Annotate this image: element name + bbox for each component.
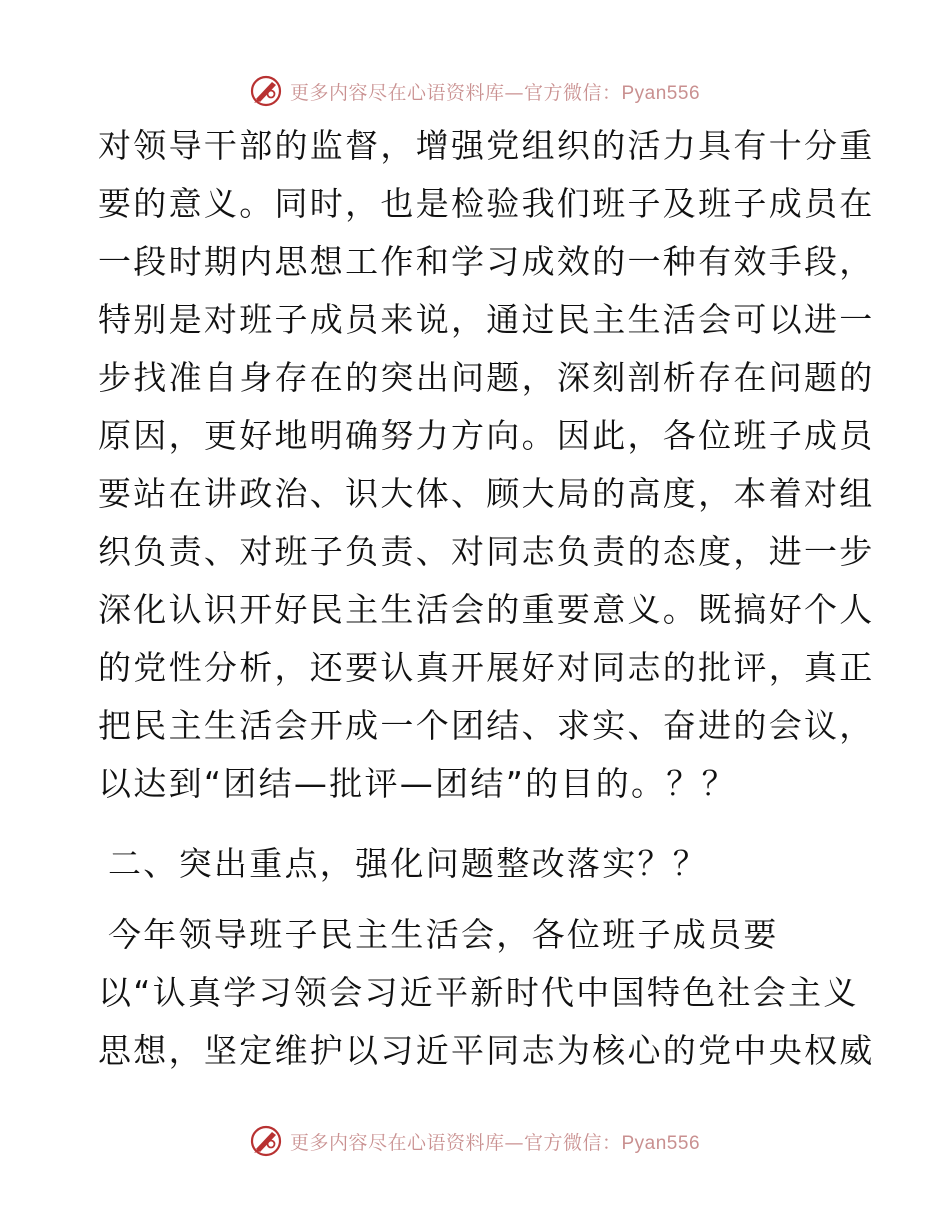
body-line: 步找准自身存在的突出问题，深刻剖析存在问题的: [98, 358, 875, 397]
banner-slogan: 更多内容尽在心语资料库—官方微信：: [289, 81, 622, 104]
body-line: 思想，坚定维护以习近平同志为核心的党中央权威: [98, 1031, 875, 1070]
body-line: 以达到“团结—批评—团结”的目的。？？: [98, 764, 737, 803]
banner-text: [290, 78, 700, 105]
body-line: 以“认真学习领会习近平新时代中国特色社会主义: [98, 973, 859, 1012]
section-heading: 二、突出重点，强化问题整改落实？？: [108, 844, 709, 883]
banner-wechat-id: Pyan556: [621, 1132, 701, 1154]
banner-text: [290, 1128, 700, 1155]
body-line: 把民主生活会开成一个团结、求实、奋进的会议，: [98, 706, 875, 745]
header-banner: [0, 71, 950, 111]
banner-wechat-id: Pyan556: [621, 82, 701, 104]
logo-icon: [250, 1125, 282, 1157]
body-line: 的党性分析，还要认真开展好对同志的批评，真正: [98, 648, 875, 687]
body-line: 对领导干部的监督，增强党组织的活力具有十分重: [98, 126, 875, 165]
banner-slogan: 更多内容尽在心语资料库—官方微信：: [289, 1131, 622, 1154]
body-line: 一段时期内思想工作和学习成效的一种有效手段，: [98, 242, 875, 281]
body-line: 织负责、对班子负责、对同志负责的态度，进一步: [98, 532, 875, 571]
body-line: 特别是对班子成员来说，通过民主生活会可以进一: [98, 300, 875, 339]
body-line: 原因，更好地明确努力方向。因此，各位班子成员: [98, 416, 875, 455]
body-line: 今年领导班子民主生活会，各位班子成员要: [108, 915, 779, 954]
logo-icon: [250, 75, 282, 107]
footer-banner: [0, 1121, 950, 1161]
body-line: 要站在讲政治、识大体、顾大局的高度，本着对组: [98, 474, 875, 513]
body-line: 要的意义。同时，也是检验我们班子及班子成员在: [98, 184, 875, 223]
body-line: 深化认识开好民主生活会的重要意义。既搞好个人: [98, 590, 875, 629]
